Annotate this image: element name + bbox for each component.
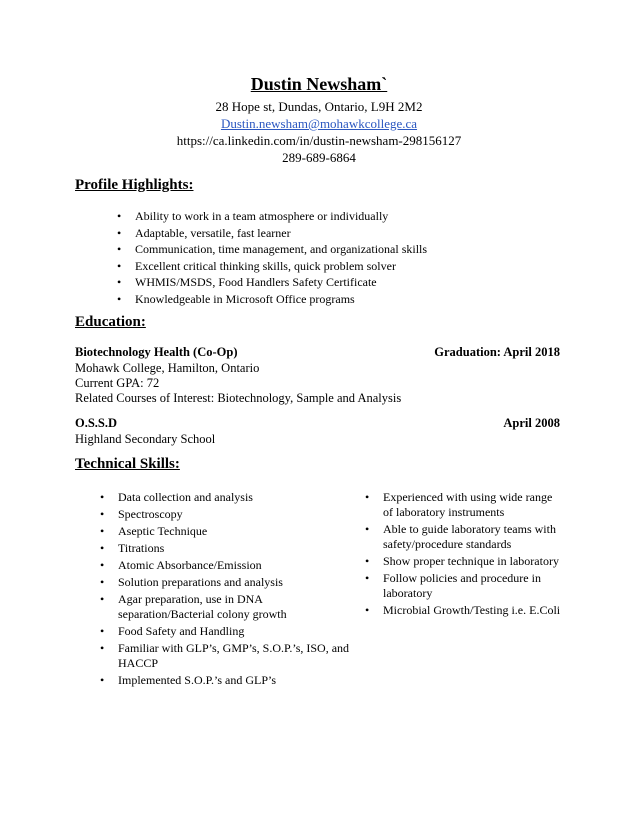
list-item: • Microbial Growth/Testing i.e. E.Coli (365, 603, 565, 618)
list-item: • Titrations (100, 541, 350, 556)
list-item: • Implemented S.O.P.’s and GLP’s (100, 673, 350, 688)
high-school-program: O.S.S.D (75, 416, 118, 430)
list-item: • Familiar with GLP’s, GMP’s, S.O.P.’s, ISO, and HACCP (100, 641, 350, 671)
list-item: • Aseptic Technique (100, 524, 350, 539)
graduation-date: Graduation: April 2018 (434, 345, 560, 359)
related-courses: Related Courses of Interest: Biotechnology, Sample and Analysis (75, 391, 402, 405)
list-item: • Solution preparations and analysis (100, 575, 350, 590)
list-item: • Adaptable, versatile, fast learner (117, 226, 577, 243)
list-item: • Atomic Absorbance/Emission (100, 558, 350, 573)
list-item: • Excellent critical thinking skills, quick problem solver (117, 259, 577, 276)
list-item: • Knowledgeable in Microsoft Office programs (117, 292, 577, 309)
list-item: • Communication, time management, and organizational skills (117, 242, 577, 259)
technical-skills-left-list (100, 490, 350, 690)
list-item: • Agar preparation, use in DNA separation/Bacterial colony growth (100, 592, 350, 622)
list-item: • Data collection and analysis (100, 490, 350, 505)
technical-skills-heading: Technical Skills: (75, 456, 180, 472)
list-item: • Able to guide laboratory teams with safety/procedure standards (365, 522, 565, 552)
list-item: • Ability to work in a team atmosphere or individually (117, 209, 577, 226)
linkedin-url: https://ca.linkedin.com/in/dustin-newsham-298156127 (176, 133, 462, 148)
list-item: • Follow policies and procedure in laboratory (365, 571, 565, 601)
program-name: Biotechnology Health (Co-Op) (75, 345, 238, 359)
education-program-row (75, 345, 560, 360)
list-item: • Experienced with using wide range of laboratory instruments (365, 490, 565, 520)
high-school-row (75, 416, 560, 431)
gpa: Current GPA: 72 (75, 376, 160, 390)
school-name: Mohawk College, Hamilton, Ontario (75, 361, 260, 375)
technical-skills-right-list (365, 490, 565, 620)
candidate-name: Dustin Newsham` (250, 74, 388, 94)
list-item: • Show proper technique in laboratory (365, 554, 565, 569)
phone-number: 289-689-6864 (282, 150, 356, 165)
high-school-name: Highland Secondary School (75, 432, 216, 446)
email-link[interactable]: Dustin.newsham@mohawkcollege.ca (220, 116, 418, 131)
education-heading: Education: (75, 314, 146, 330)
profile-highlights-list (117, 209, 577, 308)
list-item: • WHMIS/MSDS, Food Handlers Safety Certificate (117, 275, 577, 292)
profile-highlights-heading: Profile Highlights: (75, 177, 194, 193)
address: 28 Hope st, Dundas, Ontario, L9H 2M2 (215, 99, 423, 114)
list-item: • Spectroscopy (100, 507, 350, 522)
list-item: • Food Safety and Handling (100, 624, 350, 639)
high-school-date: April 2008 (503, 416, 560, 430)
